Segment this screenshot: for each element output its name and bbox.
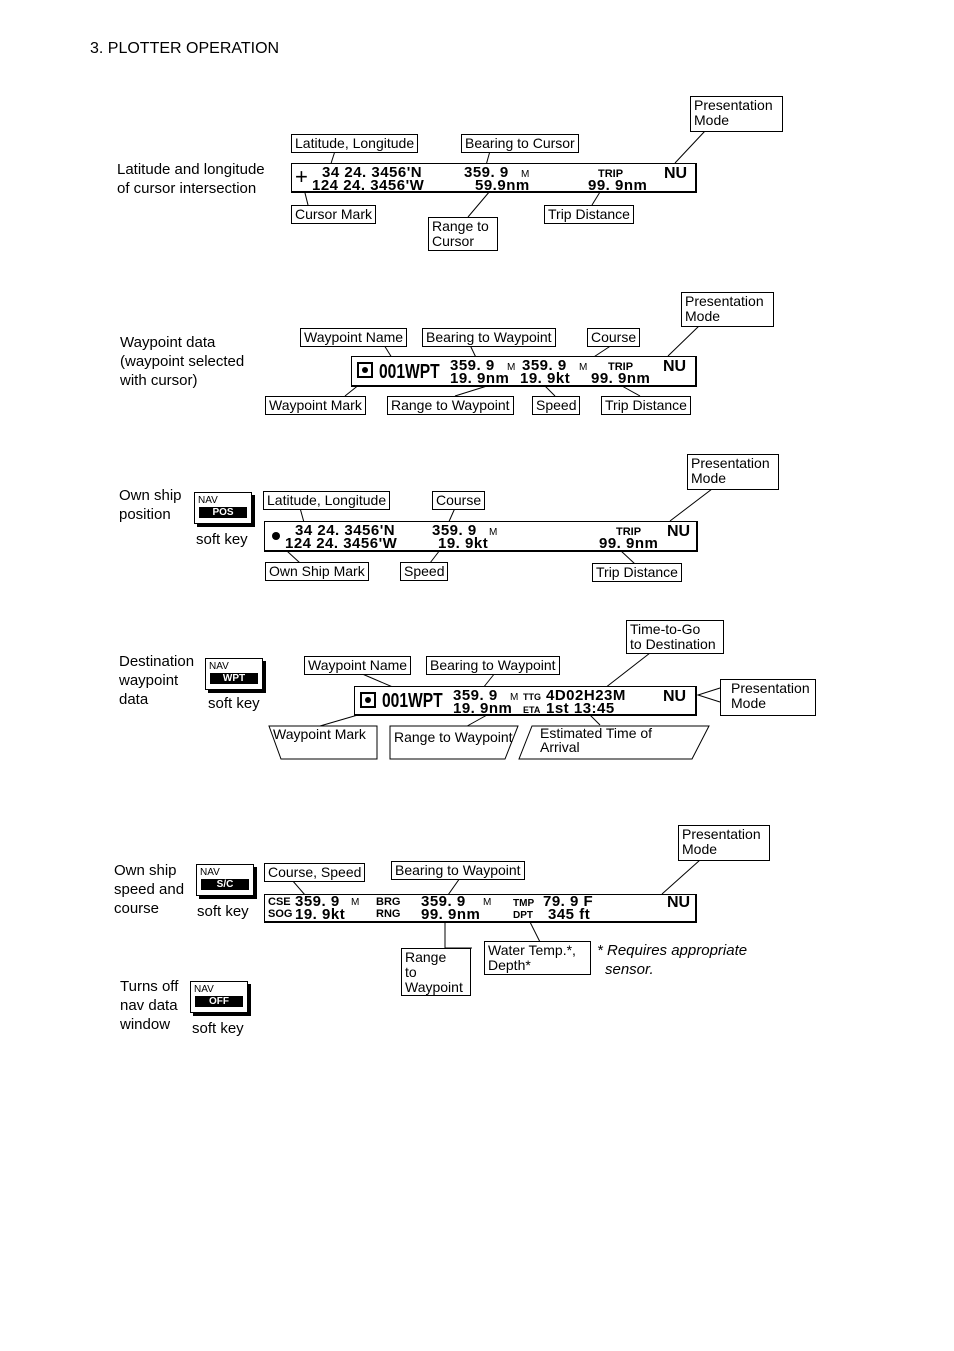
soft-key-bottom-label: OFF xyxy=(195,996,243,1007)
label-range-to-cursor xyxy=(428,217,498,251)
label-line: Range to xyxy=(432,218,489,234)
label-range-to-waypoint xyxy=(389,725,519,760)
course-value: 359. 9 xyxy=(295,893,340,910)
s3-description xyxy=(119,486,182,524)
magnetic-unit: M xyxy=(521,169,530,180)
time-to-go-value: 4D02H23M xyxy=(546,687,626,704)
presentation-mode-value: NU xyxy=(667,894,691,911)
label-presentation-mode xyxy=(690,96,783,132)
label-waypoint-name: Waypoint Name xyxy=(304,656,411,675)
trip-distance-value: 99. 9nm xyxy=(599,535,659,552)
soft-key-caption: soft key xyxy=(197,903,249,920)
label-line: Arrival xyxy=(540,739,580,755)
soft-key-caption: soft key xyxy=(192,1020,244,1037)
label-latitude-longitude: Latitude, Longitude xyxy=(263,491,390,510)
s2-description xyxy=(120,333,244,390)
waypoint-name-value: 001WPT xyxy=(382,690,443,712)
sensor-requirement-note xyxy=(597,941,747,979)
magnetic-unit: M xyxy=(507,362,516,373)
nav-wpt-soft-key[interactable] xyxy=(205,658,263,690)
trip-label: TRIP xyxy=(598,168,624,180)
label-time-to-go xyxy=(626,620,724,654)
s5-desc-line: Own ship xyxy=(114,862,177,879)
speed-value: 19. 9kt xyxy=(295,906,346,923)
leader-water xyxy=(530,922,540,942)
nav-off-soft-key[interactable] xyxy=(190,981,248,1013)
label-line: to xyxy=(405,964,417,980)
s2-desc-line: with cursor) xyxy=(120,372,198,389)
ownship-longitude: 124 24. 3456'W xyxy=(285,535,398,552)
eta-value: 1st 13:45 xyxy=(546,700,615,717)
cursor-longitude: 124 24. 3456'W xyxy=(312,177,425,194)
label-speed: Speed xyxy=(400,562,448,581)
nav-pos-soft-key[interactable] xyxy=(194,492,252,524)
label-presentation-mode xyxy=(720,679,816,716)
depth-value: 345 ft xyxy=(548,906,591,923)
s6-desc-line: window xyxy=(120,1016,171,1033)
label-speed: Speed xyxy=(532,396,580,415)
s2-desc-line: Waypoint data xyxy=(120,334,216,351)
label-range-to-waypoint xyxy=(401,948,471,996)
label-line: Presentation xyxy=(682,826,761,842)
dpt-label: DPT xyxy=(513,910,533,921)
leader-pres-mode-1 xyxy=(675,131,705,163)
soft-key-bottom-label: WPT xyxy=(210,673,258,684)
s5-desc-line: course xyxy=(114,900,160,917)
ownship-latitude: 34 24. 3456'N xyxy=(295,522,396,539)
trip-distance-value: 99. 9nm xyxy=(588,177,648,194)
own-ship-mark-icon xyxy=(272,532,280,540)
label-course: Course xyxy=(587,328,640,347)
label-course: Course xyxy=(432,491,485,510)
label-water-temp-depth xyxy=(484,941,591,975)
s4-desc-line: data xyxy=(119,691,149,708)
magnetic-unit: M xyxy=(579,362,588,373)
label-bearing-to-waypoint: Bearing to Waypoint xyxy=(391,861,525,880)
s5-desc-line: speed and xyxy=(114,881,185,898)
bearing-to-cursor-value: 359. 9 xyxy=(464,164,509,181)
tmp-label: TMP xyxy=(513,898,535,909)
label-text xyxy=(540,726,652,754)
range-to-waypoint-value: 19. 9nm xyxy=(453,700,513,717)
bearing-to-waypoint-value: 359. 9 xyxy=(453,687,498,704)
course-value: 359. 9 xyxy=(432,522,477,539)
s4-description xyxy=(119,652,194,709)
label-bearing-to-waypoint: Bearing to Waypoint xyxy=(422,328,556,347)
leader-range-2 xyxy=(455,386,487,396)
label-cursor-mark: Cursor Mark xyxy=(291,205,376,224)
label-line: Cursor xyxy=(432,233,475,249)
label-presentation-mode xyxy=(681,292,774,327)
ttg-label: TTG xyxy=(523,692,541,702)
bearing-to-waypoint-value: 359. 9 xyxy=(450,357,495,374)
s6-desc-line: Turns off xyxy=(120,978,179,995)
leader-pres-5 xyxy=(662,860,700,894)
trip-label: TRIP xyxy=(608,361,634,373)
label-waypoint-mark: Waypoint Mark xyxy=(265,396,366,415)
presentation-mode-value: NU xyxy=(667,523,691,540)
leader-pres-4 xyxy=(698,688,720,702)
label-estimated-time-of-arrival xyxy=(518,725,710,760)
label-line: Presentation xyxy=(685,293,764,309)
s4-desc-line: Destination xyxy=(119,653,195,670)
s5-description xyxy=(114,861,184,918)
leader-trip-3 xyxy=(620,550,635,564)
label-line: Water Temp.*, xyxy=(488,942,576,958)
label-text: Waypoint Mark xyxy=(273,726,366,742)
leader-range-cursor xyxy=(468,191,490,217)
s2-desc-line: (waypoint selected xyxy=(120,353,245,370)
label-own-ship-mark: Own Ship Mark xyxy=(265,562,369,581)
label-line: Mode xyxy=(731,695,767,711)
s6-description xyxy=(120,977,178,1034)
trip-label: TRIP xyxy=(616,526,642,538)
label-trip-distance: Trip Distance xyxy=(601,396,691,415)
s1-desc-line: Latitude and longitude xyxy=(117,161,265,178)
nav-data-bar-cursor xyxy=(291,163,697,193)
s1-desc-line: of cursor intersection xyxy=(117,180,257,197)
label-range-to-waypoint: Range to Waypoint xyxy=(387,396,514,415)
leader-pres-3 xyxy=(670,489,712,521)
soft-key-caption: soft key xyxy=(196,531,248,548)
sog-label: SOG xyxy=(268,908,293,920)
magnetic-unit: M xyxy=(510,692,519,703)
presentation-mode-value: NU xyxy=(663,358,687,375)
page-header: 3. PLOTTER OPERATION xyxy=(90,40,280,57)
nav-sc-soft-key[interactable] xyxy=(196,864,254,896)
label-line: Estimated Time of xyxy=(540,725,653,741)
s3-desc-line: position xyxy=(119,506,171,523)
label-waypoint-mark xyxy=(268,725,378,760)
waypoint-name-value: 001WPT xyxy=(379,361,440,383)
speed-value: 19. 9kt xyxy=(438,535,489,552)
note-line: * Requires appropriate xyxy=(597,942,748,959)
label-text: Range to Waypoint xyxy=(394,729,513,745)
s4-desc-line: waypoint xyxy=(119,672,179,689)
note-line: sensor. xyxy=(605,961,654,978)
bearing-to-waypoint-value: 359. 9 xyxy=(421,893,466,910)
soft-key-top-label: NAV xyxy=(200,867,220,878)
label-line: Presentation xyxy=(694,97,773,113)
label-presentation-mode xyxy=(678,825,770,861)
soft-key-bottom-label: S/C xyxy=(201,879,249,890)
label-line: Mode xyxy=(691,470,727,486)
water-temp-value: 79. 9 F xyxy=(543,893,594,910)
cursor-latitude: 34 24. 3456'N xyxy=(322,164,423,181)
magnetic-unit: M xyxy=(489,527,498,538)
label-line: Presentation xyxy=(691,455,770,471)
label-course-speed: Course, Speed xyxy=(264,863,365,882)
leader-ttg xyxy=(605,653,650,688)
label-line: Mode xyxy=(685,308,721,324)
label-line: Mode xyxy=(682,841,718,857)
range-to-cursor-value: 59.9nm xyxy=(475,177,530,194)
eta-label: ETA xyxy=(523,705,541,715)
label-waypoint-name: Waypoint Name xyxy=(300,328,407,347)
label-presentation-mode xyxy=(687,454,779,490)
soft-key-caption: soft key xyxy=(208,695,260,712)
label-bearing-to-cursor: Bearing to Cursor xyxy=(461,134,579,153)
label-line: Depth* xyxy=(488,957,531,973)
nav-data-bar-speed-course xyxy=(264,894,697,923)
waypoint-mark-icon xyxy=(357,362,373,378)
label-line: Mode xyxy=(694,112,730,128)
leader-range-5 xyxy=(445,922,472,948)
nav-data-bar-waypoint xyxy=(351,356,697,387)
label-trip-distance: Trip Distance xyxy=(544,205,634,224)
label-trip-distance: Trip Distance xyxy=(592,563,682,582)
range-to-waypoint-value: 99. 9nm xyxy=(421,906,481,923)
magnetic-unit: M xyxy=(483,897,492,908)
nav-data-bar-destination xyxy=(354,686,697,716)
s1-description xyxy=(117,160,265,198)
magnetic-unit: M xyxy=(351,897,360,908)
presentation-mode-value: NU xyxy=(664,165,688,182)
presentation-mode-value: NU xyxy=(663,688,687,705)
waypoint-mark-icon xyxy=(360,692,376,708)
range-to-waypoint-value: 19. 9nm xyxy=(450,370,510,387)
label-line: to Destination xyxy=(630,636,716,652)
leader-trip-2 xyxy=(622,386,640,396)
label-bearing-to-waypoint: Bearing to Waypoint xyxy=(426,656,560,675)
speed-value: 19. 9kt xyxy=(520,370,571,387)
s6-desc-line: nav data xyxy=(120,997,178,1014)
soft-key-top-label: NAV xyxy=(198,495,218,506)
soft-key-top-label: NAV xyxy=(194,984,214,995)
label-line: Time-to-Go xyxy=(630,621,701,637)
s3-desc-line: Own ship xyxy=(119,487,182,504)
label-line: Waypoint xyxy=(405,979,463,995)
course-value: 359. 9 xyxy=(522,357,567,374)
label-latitude-longitude: Latitude, Longitude xyxy=(291,134,418,153)
soft-key-bottom-label: POS xyxy=(199,507,247,518)
trip-distance-value: 99. 9nm xyxy=(591,370,651,387)
soft-key-top-label: NAV xyxy=(209,661,229,672)
rng-label: RNG xyxy=(376,908,401,920)
leader-speed-2 xyxy=(545,386,555,396)
brg-label: BRG xyxy=(376,896,401,908)
label-line: Presentation xyxy=(731,680,810,696)
leader-pres-2 xyxy=(668,325,700,356)
cursor-mark-icon: + xyxy=(295,164,308,189)
cse-label: CSE xyxy=(268,896,291,908)
label-line: Range xyxy=(405,949,447,965)
nav-data-bar-ownship xyxy=(264,521,698,552)
